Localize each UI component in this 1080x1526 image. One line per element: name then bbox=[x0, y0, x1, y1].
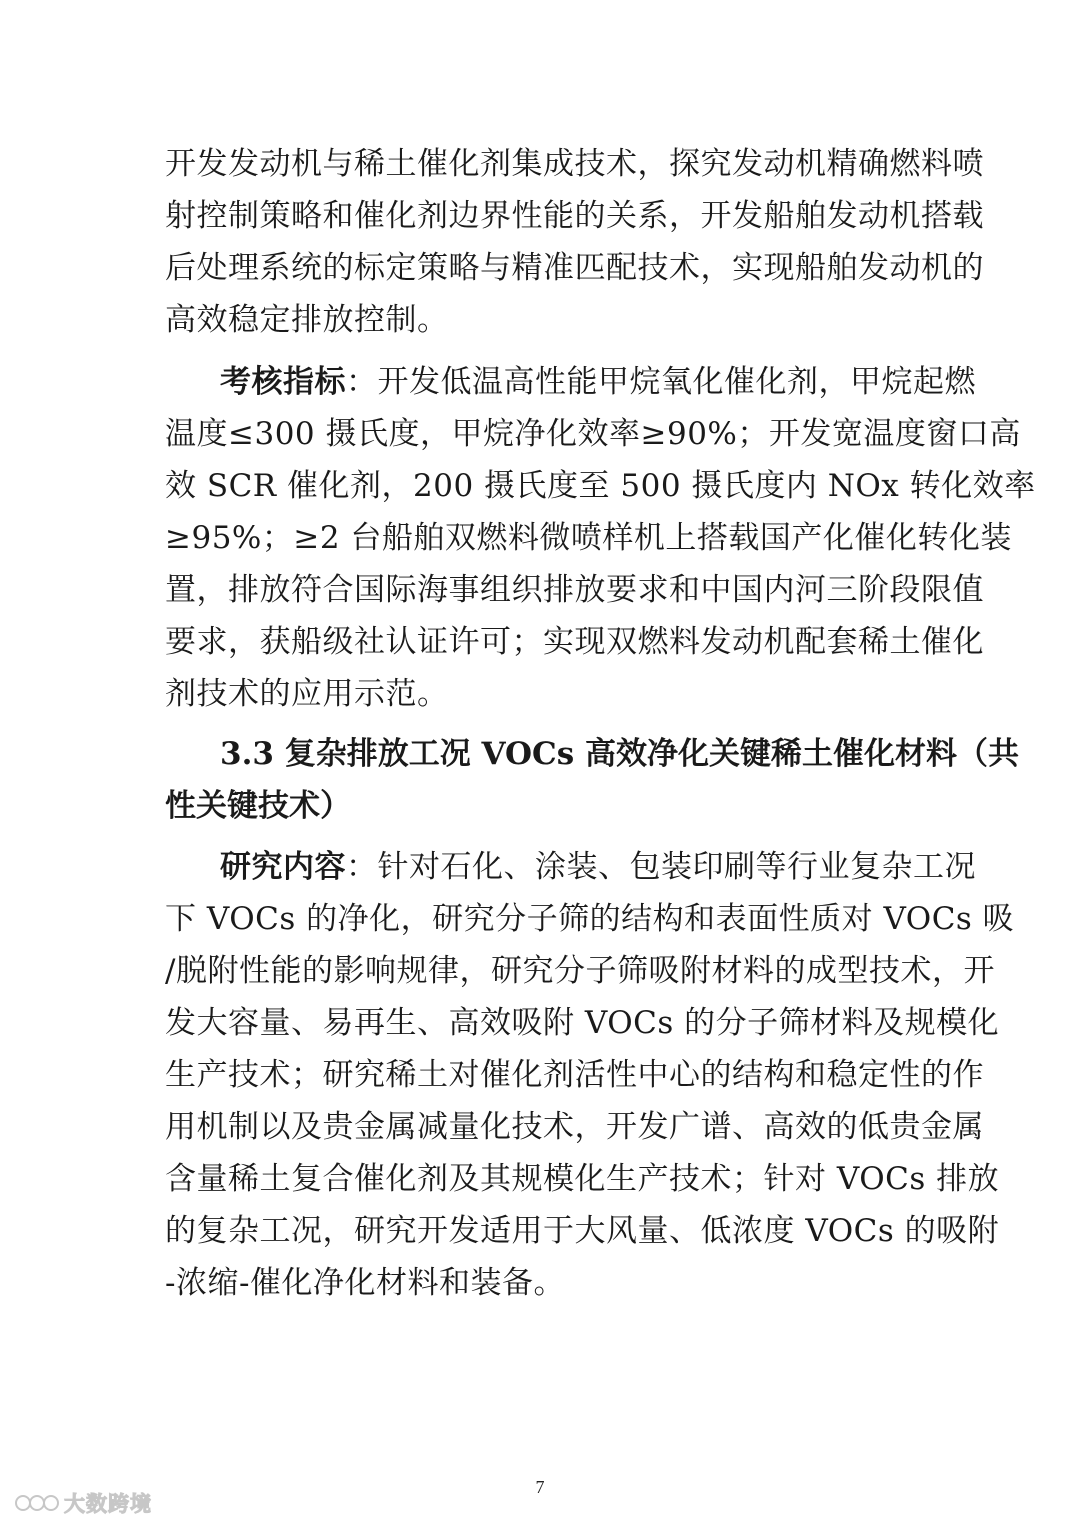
research-first-line bbox=[220, 847, 976, 887]
research-label: 研究内容 bbox=[220, 849, 346, 885]
assessment-first-line bbox=[220, 362, 976, 402]
section-heading-line-1: 3.3 复杂排放工况 VOCs 高效净化关键稀土催化材料（共 bbox=[220, 736, 1019, 772]
logo-icon bbox=[14, 1490, 60, 1516]
research-line-3: /脱附性能的影响规律，研究分子筛吸附材料的成型技术，开 bbox=[165, 953, 995, 989]
research-line-8: 的复杂工况，研究开发适用于大风量、低浓度 VOCs 的吸附 bbox=[165, 1213, 1000, 1249]
assessment-line-6: 要求，获船级社认证许可；实现双燃料发动机配套稀土催化 bbox=[165, 624, 984, 660]
paragraph-1-line-1: 开发发动机与稀土催化剂集成技术，探究发动机精确燃料喷 bbox=[165, 146, 984, 182]
assessment-line-5: 置，排放符合国际海事组织排放要求和中国内河三阶段限值 bbox=[165, 572, 984, 608]
assessment-line-4: ≥95%；≥2 台船舶双燃料微喷样机上搭载国产化催化转化装 bbox=[165, 520, 1012, 556]
research-line-7: 含量稀土复合催化剂及其规模化生产技术；针对 VOCs 排放 bbox=[165, 1161, 1000, 1197]
research-line-5: 生产技术；研究稀土对催化剂活性中心的结构和稳定性的作 bbox=[165, 1057, 984, 1093]
assessment-line-3: 效 SCR 催化剂，200 摄氏度至 500 摄氏度内 NOx 转化效率 bbox=[165, 468, 1036, 504]
assessment-label: 考核指标 bbox=[220, 364, 346, 400]
paragraph-1-line-2: 射控制策略和催化剂边界性能的关系，开发船舶发动机搭载 bbox=[165, 198, 984, 234]
page-number: 7 bbox=[535, 1477, 545, 1497]
research-line-6: 用机制以及贵金属减量化技术，开发广谱、高效的低贵金属 bbox=[165, 1109, 984, 1145]
section-heading-line-2: 性关键技术） bbox=[165, 788, 351, 824]
research-line-4: 发大容量、易再生、高效吸附 VOCs 的分子筛材料及规模化 bbox=[165, 1005, 1000, 1041]
paragraph-1-line-4: 高效稳定排放控制。 bbox=[165, 302, 449, 338]
watermark-text: 大数跨境 bbox=[64, 1492, 152, 1516]
assessment-line-2: 温度≤300 摄氏度，甲烷净化效率≥90%；开发宽温度窗口高 bbox=[165, 416, 1021, 452]
research-first-line-text: ：针对石化、涂装、包装印刷等行业复杂工况 bbox=[346, 849, 976, 885]
assessment-first-line-text: ：开发低温高性能甲烷氧化催化剂，甲烷起燃 bbox=[346, 364, 976, 400]
paragraph-1-line-3: 后处理系统的标定策略与精准匹配技术，实现船舶发动机的 bbox=[165, 250, 984, 286]
assessment-line-7: 剂技术的应用示范。 bbox=[165, 676, 449, 712]
watermark bbox=[14, 1488, 152, 1518]
research-line-2: 下 VOCs 的净化，研究分子筛的结构和表面性质对 VOCs 吸 bbox=[165, 901, 1015, 937]
research-line-9: -浓缩-催化净化材料和装备。 bbox=[165, 1265, 565, 1301]
